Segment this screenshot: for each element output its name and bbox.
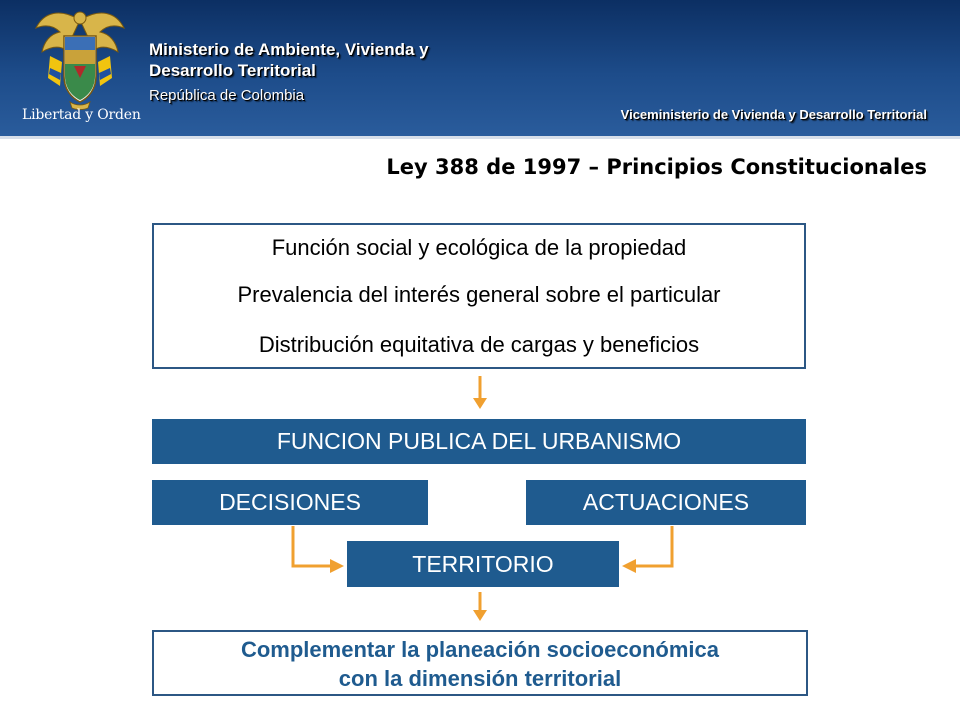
- decisiones-box: DECISIONES: [152, 480, 428, 525]
- arrow-head-right-icon: [330, 559, 344, 573]
- principles-box: [152, 223, 806, 369]
- goal-box: [152, 630, 808, 696]
- actuaciones-box: ACTUACIONES: [526, 480, 806, 525]
- slide-title: Ley 388 de 1997 – Principios Constitucionales: [386, 155, 927, 179]
- coat-of-arms-logo: [30, 6, 130, 110]
- principle-item: Función social y ecológica de la propiedad: [271, 235, 687, 260]
- funcion-publica-box: FUNCION PUBLICA DEL URBANISMO: [152, 419, 806, 464]
- arrow-head-down-icon: [473, 610, 487, 621]
- principle-item: Prevalencia del interés general sobre el particular: [237, 282, 721, 307]
- ministry-name: [149, 39, 469, 81]
- arrow-actuaciones-to-territorio: [634, 526, 672, 566]
- ministry-name-line1: Ministerio de Ambiente, Vivienda y: [149, 40, 429, 59]
- arrow-head-left-icon: [622, 559, 636, 573]
- goal-line1: Complementar la planeación socioeconómica: [240, 637, 720, 662]
- territorio-box: TERRITORIO: [347, 541, 619, 587]
- arrow-head-down-icon: [473, 398, 487, 409]
- motto-text: Libertad y Orden: [22, 107, 141, 123]
- ministry-name-line2: Desarrollo Territorial: [149, 61, 316, 80]
- header-divider: [0, 136, 960, 139]
- viceministry-label: Viceministerio de Vivienda y Desarrollo Territorial: [620, 107, 927, 122]
- republic-label: República de Colombia: [149, 87, 305, 104]
- arrow-decisiones-to-territorio: [293, 526, 332, 566]
- principle-item: Distribución equitativa de cargas y beneficios: [258, 332, 700, 357]
- goal-line2: con la dimensión territorial: [338, 666, 622, 691]
